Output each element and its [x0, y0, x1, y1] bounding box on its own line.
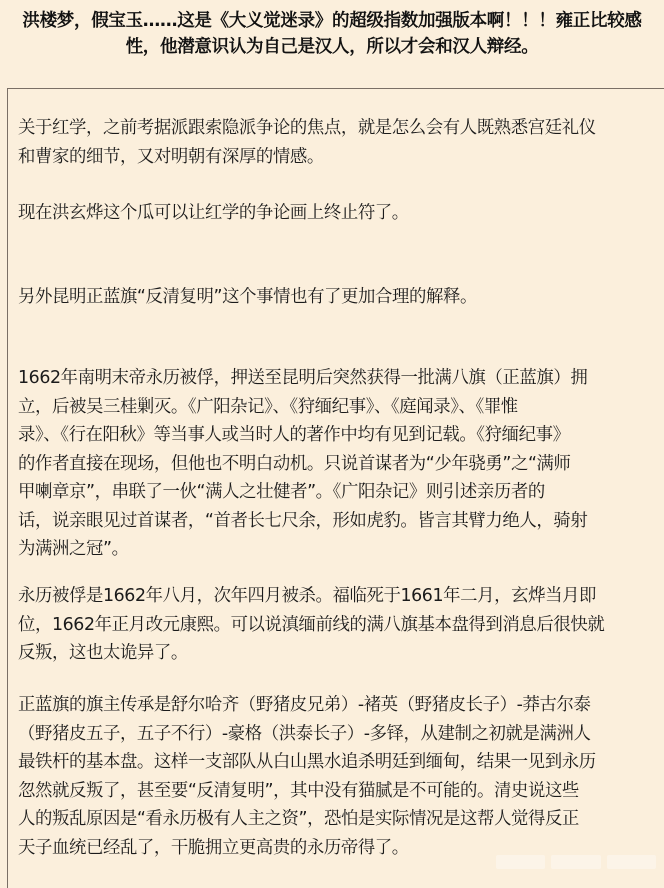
- paragraph-line: 为满洲之冠”。: [18, 539, 129, 559]
- paragraph-line: 现在洪玄烨这个瓜可以让红学的争论画上终止符了。: [18, 203, 409, 223]
- headline-line: 性，他潜意识认为自己是汉人，所以才会和汉人辩经。: [125, 37, 539, 57]
- paragraph-kunming: [18, 283, 477, 312]
- paragraph-line: 甲喇章京”，串联了一伙“满人之壮健者”。《广阳杂记》则引述亲历者的: [18, 482, 545, 502]
- paragraph-line: 和曹家的细节，又对明朝有深厚的情感。: [18, 146, 324, 167]
- paragraph-line: 忽然就反叛了，甚至要“反清复明”，其中没有猫腻是不可能的。清史说这些: [18, 780, 579, 801]
- paragraph-line: 天子血统已经乱了，干脆拥立更高贵的永历帝得了。: [18, 837, 409, 858]
- headline: [0, 8, 664, 60]
- paragraph-zhenglanqi: [18, 691, 596, 862]
- paragraph-line: 1662年南明末帝永历被俘，押送至昆明后突然获得一批满八旗（正蓝旗）拥: [18, 368, 588, 388]
- paragraph-line: 永历被俘是1662年八月，次年四月被杀。福临死于1661年二月，玄烨当月即: [18, 586, 597, 606]
- paragraph-hongxue-dispute: [18, 114, 596, 171]
- paragraph-line: （野猪皮五子，五子不行）-豪格（洪泰长子）-多铎，从建制之初就是满洲人: [18, 723, 591, 744]
- paragraph-conclusion: [18, 199, 409, 228]
- paragraph-timeline: [18, 582, 604, 668]
- paragraph-line: 反叛，这也太诡异了。: [18, 643, 188, 663]
- paragraph-line: 的作者直接在现场，但他也不明白动机。只说首谋者为“少年骁勇”之“满师: [18, 453, 571, 474]
- paragraph-line: 正蓝旗的旗主传承是舒尔哈齐（野猪皮兄弟）-褚英（野猪皮长子）-莽古尔泰: [18, 695, 591, 715]
- watermark: [496, 855, 656, 869]
- paragraph-line: 关于红学，之前考据派跟索隐派争论的焦点，就是怎么会有人既熟悉宫廷礼仪: [18, 118, 596, 138]
- paragraph-line: 立，后被吴三桂剿灭。《广阳杂记》、《狩缅纪事》、《庭闻录》、《罪惟: [18, 396, 518, 417]
- paragraph-line: 位，1662年正月改元康熙。可以说滇缅前线的满八旗基本盘得到消息后很快就: [18, 614, 605, 635]
- paragraph-yongli-1662: [18, 364, 587, 564]
- paragraph-line: 另外昆明正蓝旗“反清复明”这个事情也有了更加合理的解释。: [18, 287, 477, 307]
- paragraph-line: 人的叛乱原因是“看永历极有人主之资”，恐怕是实际情况是这帮人觉得反正: [18, 809, 579, 829]
- headline-line: 洪楼梦，假宝玉……这是《大义觉迷录》的超级指数加强版本啊！！！雍正比较感: [22, 11, 642, 31]
- paragraph-line: 最铁杆的基本盘。这样一支部队从白山黑水追杀明廷到缅甸，结果一见到永历: [18, 752, 596, 772]
- watermark-block: [607, 855, 656, 869]
- paragraph-line: 录》、《行在阳秋》等当事人或当时人的著作中均有见到记载。《狩缅纪事》: [18, 425, 570, 445]
- watermark-block: [496, 855, 545, 869]
- watermark-block: [551, 855, 600, 869]
- paragraph-line: 话，说亲眼见过首谋者，“首者长七尺余，形如虎豹。皆言其臂力绝人，骑射: [18, 510, 588, 531]
